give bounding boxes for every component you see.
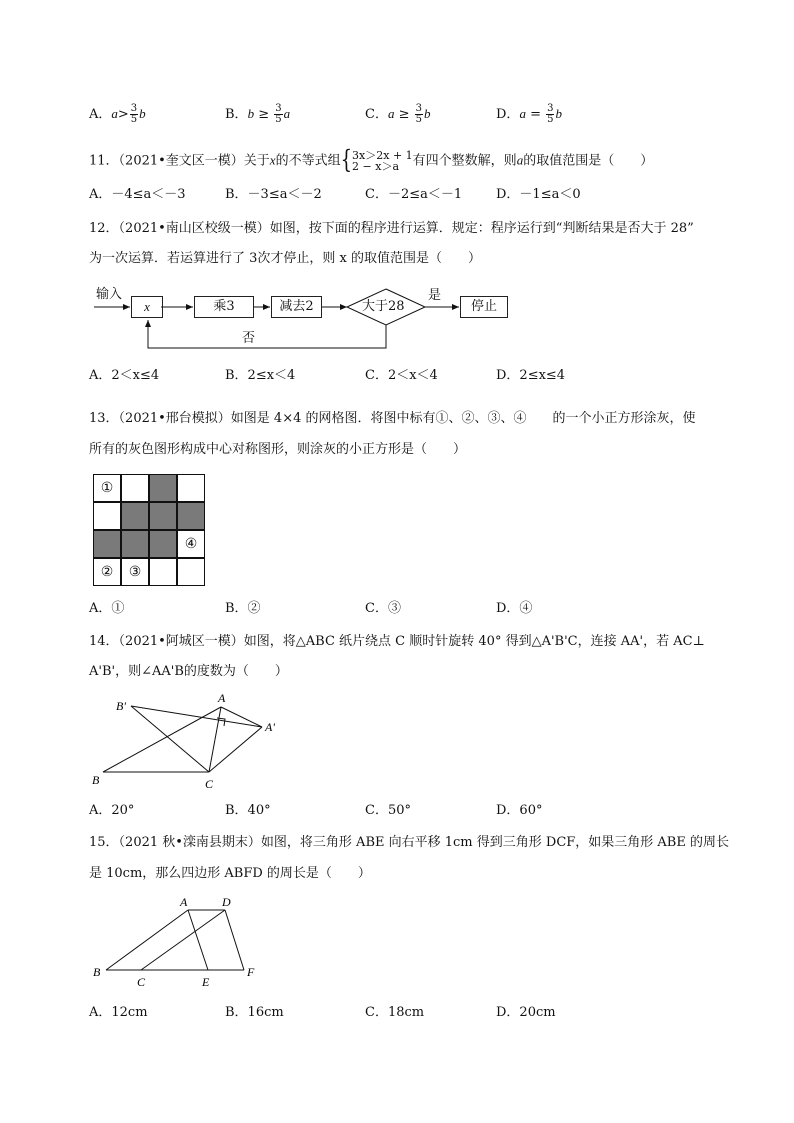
label-c: C xyxy=(205,777,214,791)
grid-cell xyxy=(121,474,149,502)
grid-cell-gray xyxy=(177,502,205,530)
q13-option-d[interactable]: D．④ xyxy=(496,601,533,616)
option-letter: A． xyxy=(89,107,112,122)
q14-option-c[interactable]: C．50° xyxy=(365,803,411,818)
q15-option-c[interactable]: C．18cm xyxy=(365,1005,425,1020)
fraction-denominator: 5 xyxy=(275,114,282,125)
grid-cell-circle-3: ③ xyxy=(121,558,149,586)
fraction-numerator: 3 xyxy=(547,103,554,114)
fraction-denominator: 5 xyxy=(415,114,422,125)
q11-option-a[interactable]: A．－4≤a＜－3 xyxy=(89,187,186,202)
q11-mid: 的不等式组 xyxy=(275,153,341,169)
system-line-2: 2 − x＞a xyxy=(352,160,400,173)
option-rhs: b xyxy=(139,106,146,121)
label-b-prime: B' xyxy=(116,699,126,713)
q12-option-b[interactable]: B．2≤x＜4 xyxy=(225,368,296,383)
q13-grid xyxy=(93,474,205,586)
label-c: C xyxy=(137,975,146,989)
fraction-denominator: 5 xyxy=(130,114,138,125)
option-op: > xyxy=(117,107,129,122)
fraction-numerator: 3 xyxy=(130,103,138,114)
q15-option-d[interactable]: D．20cm xyxy=(496,1005,556,1020)
q11-suffix2: 的取值范围是（ ） xyxy=(523,153,654,169)
q12-option-a[interactable]: A．2＜x≤4 xyxy=(89,368,160,383)
option-rhs: b xyxy=(555,106,562,121)
option-rhs: b xyxy=(424,106,431,121)
label-b: B xyxy=(92,773,100,787)
q11-option-b[interactable]: B．－3≤a＜－2 xyxy=(225,187,322,202)
q15-option-b[interactable]: B．16cm xyxy=(225,1005,284,1020)
grid-cell-gray xyxy=(149,474,177,502)
option-letter: D． xyxy=(496,107,520,122)
q13-option-a[interactable]: A．① xyxy=(89,601,125,616)
option-op: = xyxy=(525,107,546,122)
fraction-numerator: 3 xyxy=(415,103,422,114)
q13-option-c[interactable]: C．③ xyxy=(365,601,401,616)
q11-suffix1: 有四个整数解，则 xyxy=(412,153,517,169)
label-d: D xyxy=(222,895,231,909)
grid-cell-circle-1: ① xyxy=(93,474,121,502)
flow-input-label: 输入 xyxy=(96,287,123,302)
label-b: B xyxy=(93,965,101,979)
brace-icon: { xyxy=(340,145,353,175)
q13-line-2: 所有的灰色图形构成中心对称图形，则涂灰的小正方形是（ ） xyxy=(89,442,467,457)
grid-cell xyxy=(93,502,121,530)
q12-option-d[interactable]: D．2≤x≤4 xyxy=(496,368,566,383)
q11-var: x xyxy=(269,152,276,168)
grid-cell-gray xyxy=(93,530,121,558)
rotation-diagram xyxy=(80,690,300,800)
label-a-prime: A' xyxy=(265,720,275,734)
option-lhs: b xyxy=(247,106,255,121)
grid-cell xyxy=(177,474,205,502)
q11-option-d[interactable]: D．－1≤a＜0 xyxy=(496,187,581,202)
option-op: ≥ xyxy=(254,107,274,122)
q14-option-d[interactable]: D．60° xyxy=(496,803,543,818)
q14-line-1: 14．（2021•阿城区一模）如图，将△ABC 纸片绕点 C 顺时针旋转 40° 得到△A'B'C，连接 AA'，若 AC⊥ xyxy=(89,634,705,649)
grid-cell-circle-4: ④ xyxy=(177,530,205,558)
flow-x-box: x xyxy=(131,296,163,318)
option-rhs: a xyxy=(283,106,291,121)
q12-option-c[interactable]: C．2＜x＜4 xyxy=(365,368,438,383)
q13-option-b[interactable]: B．② xyxy=(225,601,261,616)
grid-cell-gray xyxy=(121,530,149,558)
option-lhs: a xyxy=(519,106,526,121)
fraction-numerator: 3 xyxy=(275,103,282,114)
grid-cell xyxy=(177,558,205,586)
fraction-denominator: 5 xyxy=(547,114,554,125)
q11-var2: a xyxy=(516,152,524,168)
q15-line-2: 是 10cm，那么四边形 ABFD 的周长是（ ） xyxy=(89,866,371,881)
label-e: E xyxy=(202,975,210,989)
grid-cell xyxy=(149,558,177,586)
grid-cell-gray xyxy=(121,502,149,530)
q14-option-a[interactable]: A．20° xyxy=(89,803,135,818)
flow-subtract-box: 减去2 xyxy=(271,296,322,318)
q14-option-b[interactable]: B．40° xyxy=(225,803,271,818)
q13-line-1: 13．（2021•邢台模拟）如图是 4×4 的网格图．将图中标有①、②、③、④ 的一个小正方形涂灰，使 xyxy=(89,411,696,426)
grid-cell-circle-2: ② xyxy=(93,558,121,586)
label-f: F xyxy=(247,965,255,979)
flow-multiply-box: 乘3 xyxy=(194,296,254,318)
flow-condition-label: 大于28 xyxy=(362,299,405,314)
flow-yes-label: 是 xyxy=(428,288,442,303)
option-lhs: a xyxy=(111,106,118,121)
q15-line-1: 15．（2021 秋•滦南县期末）如图，将三角形 ABE 向右平移 1cm 得到三角形 DCF，如果三角形 ABE 的周长 xyxy=(89,835,729,850)
q12-line-1: 12．（2021•南山区校级一模）如图，按下面的程序进行运算．规定：程序运行到“判断结果是否大于 28” xyxy=(89,221,694,236)
q15-option-a[interactable]: A．12cm xyxy=(89,1005,148,1020)
label-a: A xyxy=(180,895,188,909)
grid-cell-gray xyxy=(149,530,177,558)
option-letter: C． xyxy=(365,107,388,122)
option-op: ≥ xyxy=(394,107,414,122)
q11-option-c[interactable]: C．－2≤a＜－1 xyxy=(365,187,463,202)
grid-cell-gray xyxy=(149,502,177,530)
label-a: A xyxy=(218,691,226,705)
translation-diagram xyxy=(85,890,275,990)
option-lhs: a xyxy=(387,106,395,121)
flow-stop-box: 停止 xyxy=(460,296,508,318)
option-letter: B． xyxy=(225,107,248,122)
q11-prefix: 11．（2021•奎文区一模）关于 xyxy=(89,153,270,169)
q14-line-2: A'B'，则∠AA'B的度数为（ ） xyxy=(89,664,288,679)
flow-no-label: 否 xyxy=(242,331,256,346)
system-line-1: 3x＞2x + 1 xyxy=(352,149,413,162)
q12-line-2: 为一次运算．若运算进行了 3次才停止，则 x 的取值范围是（ ） xyxy=(89,251,481,266)
